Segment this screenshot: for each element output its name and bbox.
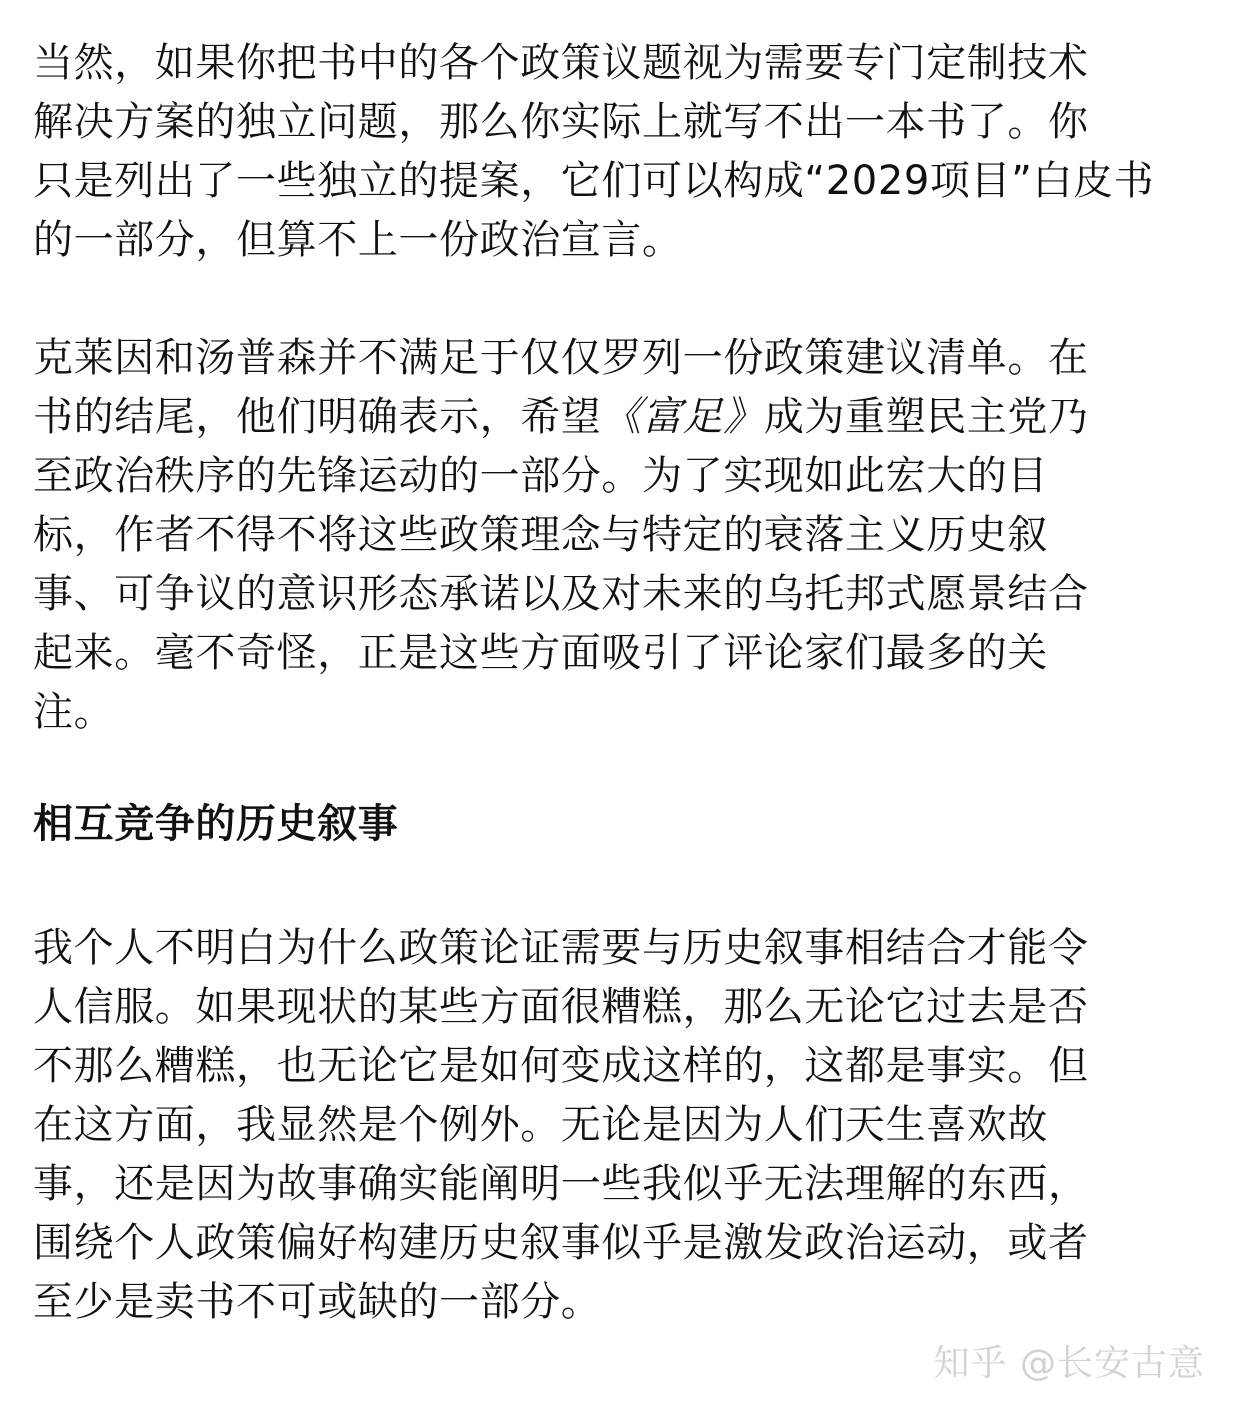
paragraph-line: 注。: [33, 689, 115, 735]
line-text-before-title: 书的结尾，他们明确表示，希望: [33, 394, 602, 440]
paragraph-line: 至政治秩序的先锋运动的一部分。为了实现如此宏大的目: [33, 453, 1048, 499]
paragraph-authors-ambition: [33, 329, 1183, 742]
paragraph-line: 标，作者不得不将这些政策理念与特定的衰落主义历史叙: [33, 512, 1048, 558]
paragraph-line: 克莱因和汤普森并不满足于仅仅罗列一份政策建议清单。在: [33, 335, 1089, 381]
paragraph-line: 事、可争议的意识形态承诺以及对未来的乌托邦式愿景结合: [33, 571, 1089, 617]
line-text-after-title: 成为重塑民主党乃: [763, 394, 1089, 440]
paragraph-line: [33, 388, 1183, 447]
paragraph-line: 不那么糟糕，也无论它是如何变成这样的，这都是事实。但: [33, 1043, 1089, 1089]
paragraph-line: 在这方面，我显然是个例外。无论是因为人们天生喜欢故: [33, 1102, 1048, 1148]
book-title: 《富足》: [601, 394, 764, 440]
paragraph-historical-narratives: [33, 919, 1183, 1332]
article-body: [33, 34, 1183, 1332]
paragraph-line: 解决方案的独立问题，那么你实际上就写不出一本书了。你: [33, 99, 1089, 145]
paragraph-line: 我个人不明白为什么政策论证需要与历史叙事相结合才能令: [33, 925, 1089, 971]
paragraph-line: 当然，如果你把书中的各个政策议题视为需要专门定制技术: [33, 40, 1089, 86]
zhihu-watermark: 知乎 @长安古意: [933, 1343, 1205, 1384]
paragraph-policy-proposals: [33, 34, 1183, 270]
paragraph-line: 至少是卖书不可或缺的一部分。: [33, 1279, 602, 1325]
paragraph-line: 的一部分，但算不上一份政治宣言。: [33, 217, 683, 263]
paragraph-line: 只是列出了一些独立的提案，它们可以构成“2029项目”白皮书: [33, 158, 1155, 204]
paragraph-line: 事，还是因为故事确实能阐明一些我似乎无法理解的东西，: [33, 1161, 1089, 1207]
section-heading: 相互竞争的历史叙事: [33, 801, 399, 847]
paragraph-line: 围绕个人政策偏好构建历史叙事似乎是激发政治运动，或者: [33, 1220, 1089, 1266]
paragraph-line: 起来。毫不奇怪，正是这些方面吸引了评论家们最多的关: [33, 630, 1048, 676]
paragraph-line: 人信服。如果现状的某些方面很糟糕，那么无论它过去是否: [33, 984, 1089, 1030]
